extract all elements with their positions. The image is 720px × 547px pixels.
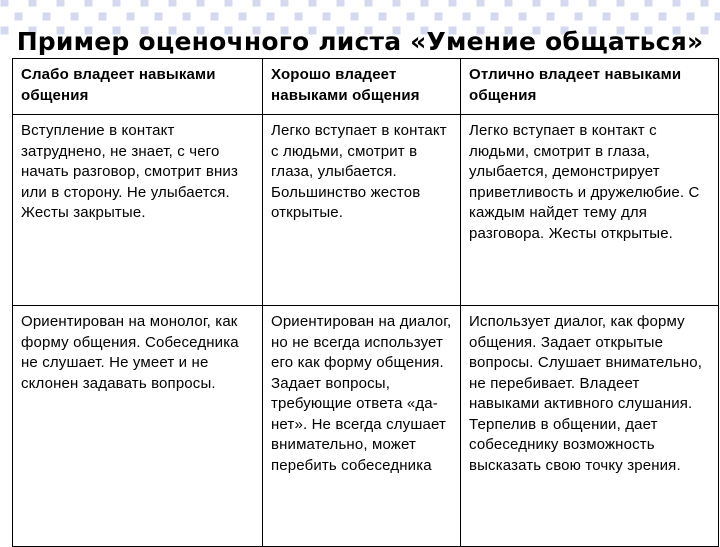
decor-square <box>70 12 79 21</box>
decor-square <box>644 0 653 7</box>
decor-square <box>546 12 555 21</box>
decor-square <box>42 12 51 21</box>
decor-square <box>154 12 163 21</box>
decor-square <box>378 12 387 21</box>
decor-square <box>28 0 37 7</box>
decor-square <box>490 12 499 21</box>
header-cell-excellent: Отлично владеет навыками общения <box>461 59 719 115</box>
decor-square <box>126 12 135 21</box>
decor-square <box>714 12 720 21</box>
decor-square <box>504 0 513 7</box>
decor-square <box>294 12 303 21</box>
decor-square <box>616 0 625 7</box>
decor-square <box>210 12 219 21</box>
decor-square <box>14 12 23 21</box>
decor-square <box>0 0 9 7</box>
decor-square <box>672 0 681 7</box>
decor-square <box>658 12 667 21</box>
table-cell: Ориентирован на монолог, как форму общения. Собеседника не слушает. Не умеет и не склонен задавать вопросы. <box>13 306 263 547</box>
decor-square <box>406 12 415 21</box>
table-cell: Вступление в контакт затруднено, не знает, с чего начать разговор, смотрит вниз или в сторону. Не улыбается. Жесты закрытые. <box>13 115 263 306</box>
table-cell: Использует диалог, как форму общения. Задает открытые вопросы. Слушает внимательно, не перебивает. Владеет навыками активного слушания. Терпелив в общении, дает собеседнику возможность высказать свою точку зрения. <box>461 306 719 547</box>
decor-square <box>532 0 541 7</box>
table-header-row <box>13 59 719 115</box>
decor-square <box>224 0 233 7</box>
table-cell: Легко вступает в контакт с людьми, смотрит в глаза, улыбается, демонстрирует приветливость и дружелюбие. С каждым найдет тему для разговора. Жесты открытые. <box>461 115 719 306</box>
decor-square <box>196 0 205 7</box>
decor-square <box>574 12 583 21</box>
decor-square <box>84 0 93 7</box>
decor-square <box>448 0 457 7</box>
decor-square <box>56 0 65 7</box>
decor-square <box>308 0 317 7</box>
decor-square <box>182 12 191 21</box>
decor-square <box>98 12 107 21</box>
decor-square <box>420 0 429 7</box>
decor-square <box>336 0 345 7</box>
decor-square <box>112 0 121 7</box>
table-cell: Ориентирован на диалог, но не всегда использует его как форму общения. Задает вопросы, требующие ответа «да-нет». Не всегда слушает внимательно, может перебить собеседника <box>263 306 461 547</box>
decor-square <box>392 0 401 7</box>
decor-square <box>602 12 611 21</box>
decor-square <box>700 0 709 7</box>
header-cell-good: Хорошо владеет навыками общения <box>263 59 461 115</box>
decor-square <box>168 0 177 7</box>
decor-square <box>476 0 485 7</box>
decor-square <box>322 12 331 21</box>
assessment-table <box>12 58 719 547</box>
decor-square <box>140 0 149 7</box>
page-title: Пример оценочного листа «Умение общаться» <box>16 27 704 56</box>
decor-square <box>686 12 695 21</box>
header-cell-weak: Слабо владеет навыками общения <box>13 59 263 115</box>
decor-square <box>462 12 471 21</box>
decor-square <box>560 0 569 7</box>
decor-square <box>238 12 247 21</box>
decor-square <box>588 0 597 7</box>
table-cell: Легко вступает в контакт с людьми, смотрит в глаза, улыбается. Большинство жестов открытые. <box>263 115 461 306</box>
table-row <box>13 306 719 547</box>
decor-square <box>280 0 289 7</box>
decor-square <box>630 12 639 21</box>
decor-square <box>266 12 275 21</box>
decor-square <box>434 12 443 21</box>
decor-square <box>252 0 261 7</box>
decor-square <box>518 12 527 21</box>
table-row <box>13 115 719 306</box>
decor-square <box>350 12 359 21</box>
decor-square <box>364 0 373 7</box>
